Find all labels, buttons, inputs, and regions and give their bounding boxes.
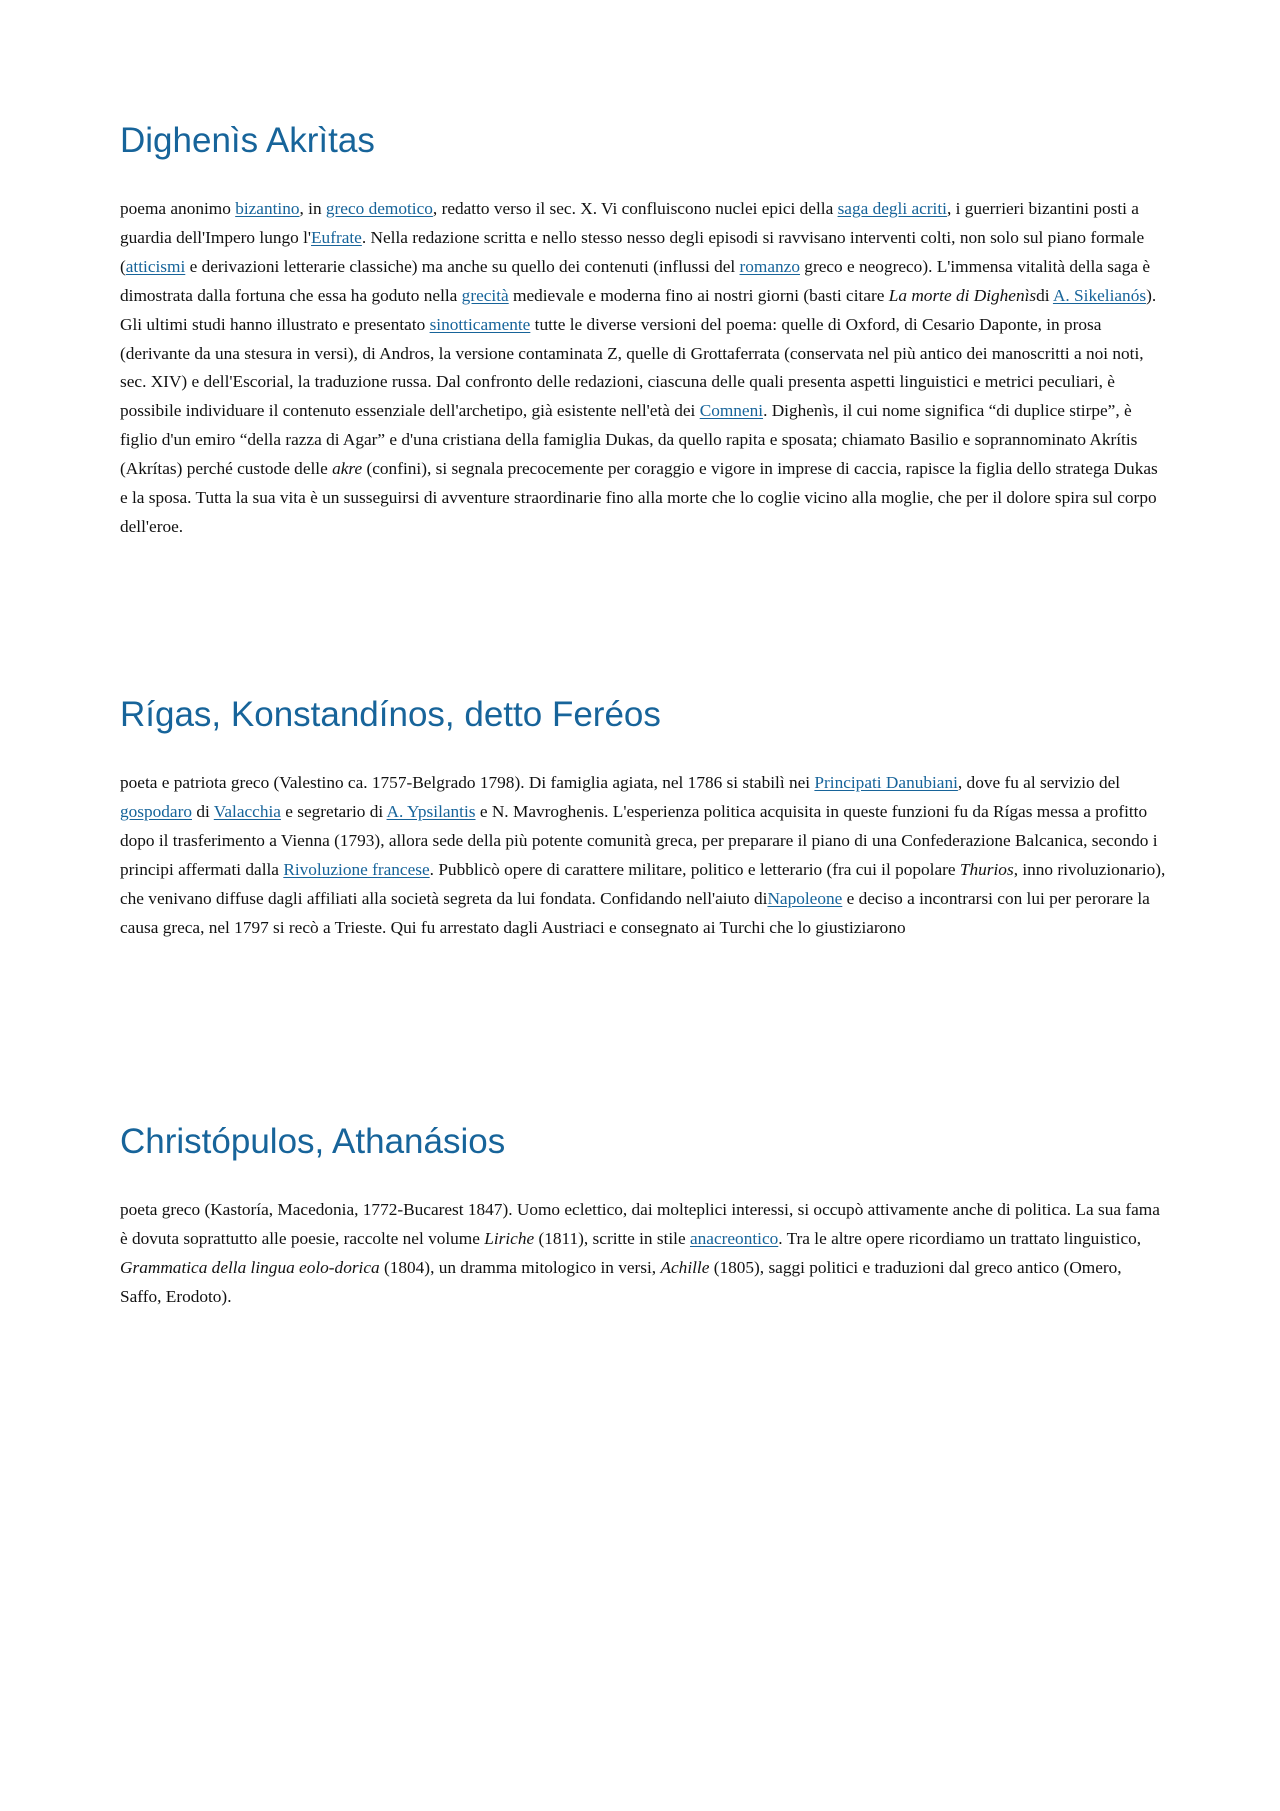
text-run: , redatto verso il sec. X. Vi confluiscono nuclei epici della [432,199,838,218]
text-run: , dove fu al servizio del [957,773,1121,792]
term-link[interactable]: romanzo [739,256,800,276]
text-run: , inno rivoluzionario), che venivano diffuse dagli affiliati alla società segreta da lui fondata. Confidando nell'aiuto di [120,859,1166,908]
text-run: e deciso a incontrarsi con lui per perorare la causa greca, nel 1797 si recò a Trieste. Qui fu arrestato dagli Austriaci e consegnato ai Turchi che lo giustiziarono [120,888,1150,937]
term-link[interactable]: gospodaro [120,801,192,821]
term-link[interactable]: A. Ypsilantis [386,801,476,821]
entry-christopulos [120,1122,1166,1312]
italic-title: Grammatica della lingua eolo-dorica [120,1257,380,1277]
entry-title: Rígas, Konstandínos, detto Feréos [120,695,661,734]
text-run: (1804), un dramma mitologico in versi, [379,1257,661,1277]
text-run: greco e neogreco). L'immensa vitalità della saga è dimostrata dalla fortuna che essa ha goduto nella [120,256,1151,305]
term-link[interactable]: grecità [461,285,509,305]
term-link[interactable]: Comneni [699,401,764,421]
italic-title: La morte di Dighenìs [888,285,1037,305]
term-link[interactable]: greco demotico [325,199,433,218]
term-link[interactable]: Eufrate [311,227,362,247]
text-run: , in [299,199,326,218]
text-run: ). Gli ultimi studi hanno illustrato e presentato [120,285,1157,334]
italic-title: Liriche [484,1228,535,1248]
entry-rigas-fereos [120,695,1166,942]
entry-paragraph [120,1196,1166,1312]
text-run: di [1036,285,1053,305]
entry-title: Dighenìs Akrìtas [120,121,375,160]
italic-title: akre [332,459,363,479]
text-run: (1805), saggi politici e traduzioni dal greco antico (Omero, Saffo, Erodoto). [120,1257,1122,1306]
text-run: , i guerrieri bizantini posti a guardia dell'Impero lungo l' [120,199,1139,247]
term-link[interactable]: sinotticamente [429,314,531,334]
italic-title: Thurios [959,859,1014,879]
text-run: . Pubblicò opere di carattere militare, politico e letterario (fra cui il popolare [429,859,960,879]
text-run: di [192,801,214,821]
term-link[interactable]: atticismi [125,256,186,276]
term-link[interactable]: Napoleone [767,888,843,908]
text-run: (confini), si segnala precocemente per coraggio e vigore in imprese di caccia, rapisce la figlia dello stratega Dukas e la sposa. Tutta la sua vita è un susseguirsi di avventure straordinarie fino alla morte che lo coglie vicino alla moglie, che per il dolore spira sul corpo dell'eroe. [120,459,1158,536]
italic-title: Achille [660,1257,710,1277]
text-run: poema anonimo [120,199,236,218]
term-link[interactable]: anacreontico [689,1228,779,1248]
term-link[interactable]: saga degli acriti [837,199,947,218]
text-run: . Tra le altre opere ricordiamo un trattato linguistico, [778,1228,1142,1248]
entry-paragraph [120,769,1166,942]
text-run: tutte le diverse versioni del poema: quelle di Oxford, di Cesario Daponte, in prosa (derivante da una stesura in versi), di Andros, la versione contaminata Z, quelle di Grottaferrata (conservata nel più antico dei manoscritti a noi noti, sec. XIV) e dell'Escorial, la traduzione russa. Dal confronto delle redazioni, ciascuna delle quali presenta aspetti linguistici e metrici peculiari, è possibile individuare il contenuto essenziale dell'archetipo, già esistente nell'età dei [120,314,1144,421]
text-run: e N. Mavroghenis. L'esperienza politica acquisita in queste funzioni fu da Rígas messa a profitto dopo il trasferimento a Vienna (1793), allora sede della più potente comunità greca, per preparare il piano di una Confederazione Balcanica, secondo i principi affermati dalla [120,801,1158,879]
text-run: e segretario di [280,801,387,821]
term-link[interactable]: Rivoluzione francese [283,859,430,879]
text-run: poeta greco (Kastoría, Macedonia, 1772-Bucarest 1847). Uomo eclettico, dai molteplici interessi, si occupò attivamente anche di politica. La sua fama è dovuta soprattutto alle poesie, raccolte nel volume [120,1200,1160,1248]
text-run: (1811), scritte in stile [534,1228,690,1248]
text-run: medievale e moderna fino ai nostri giorni (basti citare [508,285,889,305]
term-link[interactable]: Valacchia [213,801,281,821]
entry-title: Christópulos, Athanásios [120,1122,506,1161]
term-link[interactable]: bizantino [235,199,300,218]
text-run: e derivazioni letterarie classiche) ma anche su quello dei contenuti (influssi del [185,256,740,276]
entry-paragraph [120,195,1166,542]
entry-dighenis-akritas [120,121,1166,542]
term-link[interactable]: Principati Danubiani [814,773,958,792]
text-run: . Nella redazione scritta e nello stesso nesso degli episodi si ravvisano interventi colti, non solo sul piano formale ( [120,227,1145,276]
text-run: . Dighenìs, il cui nome significa “di duplice stirpe”, è figlio d'un emiro “della razza di Agar” e d'una cristiana della famiglia Dukas, da quello rapita e sposata; chiamato Basilio e soprannominato Akrítis (Akrítas) perché custode delle [120,401,1138,479]
term-link[interactable]: A. Sikelianós [1052,285,1147,305]
text-run: poeta e patriota greco (Valestino ca. 1757-Belgrado 1798). Di famiglia agiata, nel 1786 si stabilì nei [120,773,815,792]
